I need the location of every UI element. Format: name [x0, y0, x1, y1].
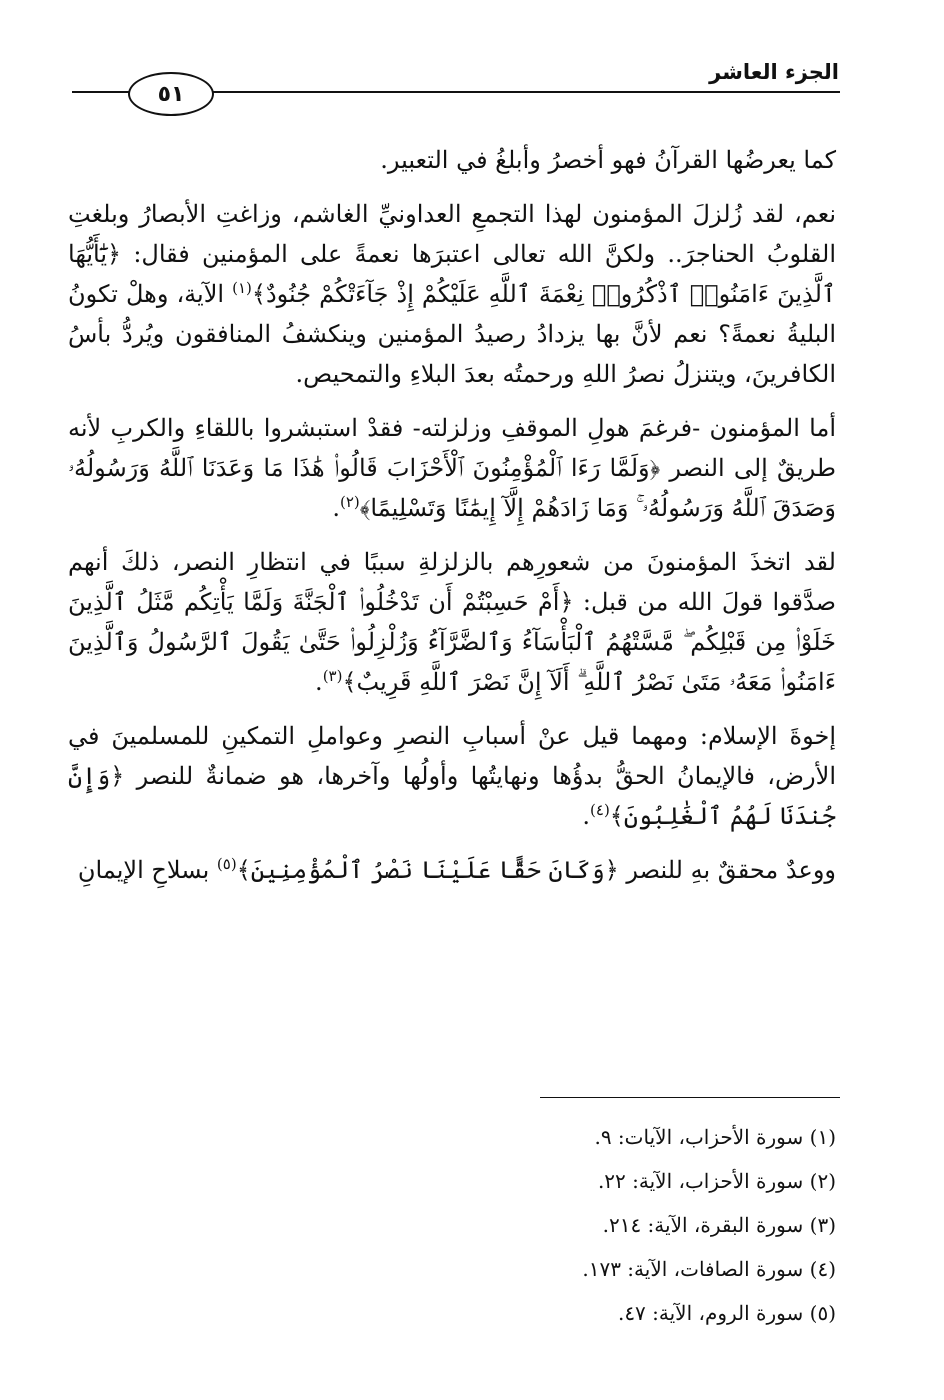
text: إخوةَ الإسلام: ومهما قيل عنْ أسبابِ النصرِ وعواملِ التمكينِ للمسلمينَ في الأرض، فالإيمانُ الحقُّ بدؤُها ونهايتُها وأولُها وآخرها، هو ضمانةٌ للنصر [68, 722, 836, 790]
footnote-ref: (٥) [216, 855, 237, 873]
footnote-5: (٥) سورة الروم، الآية: ٤٧. [617, 1301, 836, 1325]
quran-verse: ﴿أَمْ حَسِبْتُمْ أَن تَدْخُلُوا۟ ٱلْجَنَّةَ وَلَمَّا يَأْتِكُم مَّثَلُ ٱلَّذِينَ خَلَوْا۟ مِن قَبْلِكُم ۖ مَّسَّتْهُمُ ٱلْبَأْسَآءُ وَٱلضَّرَّآءُ وَزُلْزِلُوا۟ حَتَّىٰ يَقُولَ ٱلرَّسُولُ وَٱلَّذِينَ ءَامَنُوا۟ مَعَهُۥ مَتَىٰ نَصْرُ ٱللَّهِ ۗ أَلَآ إِنَّ نَصْرَ ٱللَّهِ قَرِيبٌ﴾ [68, 588, 836, 696]
text: لقد اتخذَ المؤمنونَ من شعورِهم بالزلزلةِ سببًا في انتظارِ النصر، ذلكَ أنهم صدَّقوا قولَ الله من قبل: [68, 548, 836, 616]
footnote-ref: (١) [232, 279, 252, 297]
paragraph-5 [68, 716, 836, 836]
paragraph-6 [68, 850, 836, 890]
quran-verse: ﴿وَلَمَّا رَءَا ٱلْمُؤْمِنُونَ ٱلْأَحْزَابَ قَالُوا۟ هَٰذَا مَا وَعَدَنَا ٱللَّهُ وَرَسُولُهُۥ وَصَدَقَ ٱللَّهُ وَرَسُولُهُۥ ۚ وَمَا زَادَهُمْ إِلَّآ إِيمَٰنًا وَتَسْلِيمًا﴾ [68, 454, 836, 522]
footnote-ref: (٣) [322, 667, 343, 685]
paragraph-2 [68, 194, 836, 394]
quran-verse: ﴿وَإِنَّ جُندَنَا لَهُمُ ٱلْغَٰلِبُونَ﴾ [68, 762, 836, 830]
footnote-rule [540, 1097, 840, 1098]
quran-verse: ﴿يَٰٓأَيُّهَا ٱلَّذِينَ ءَامَنُوا۟ ٱذْكُرُوا۟ نِعْمَةَ ٱللَّهِ عَلَيْكُمْ إِذْ جَآءَتْكُمْ جُنُودٌ﴾ [68, 240, 836, 308]
text: . [332, 494, 340, 522]
running-title: الجزء العاشر [709, 60, 839, 84]
footnotes [436, 1115, 836, 1335]
footnote-1: (١) سورة الأحزاب، الآيات: ٩. [594, 1125, 836, 1149]
footnote-ref: (٢) [339, 493, 360, 511]
text: أما المؤمنون -فرغمَ هولِ الموقفِ وزلزلته- فقدْ استبشروا باللقاءِ والكربِ لأنه طريقٌ إلى النصر [68, 414, 836, 482]
text: . [315, 668, 323, 696]
text: الآية، وهلْ تكونُ البليةُ نعمةً؟ نعم لأنَّ بها يزدادُ رصيدُ المؤمنين وينكشفُ المنافقون ويُردُّ بأسُ الكافرينَ، ويتنزلُ نصرُ اللهِ ورحمتُه بعدَ البلاءِ والتمحيص. [68, 280, 836, 388]
main-text [68, 140, 836, 904]
text: . [582, 802, 591, 830]
quran-verse: ﴿وَكَانَ حَقًّا عَلَيْنَا نَصْرُ ٱلْمُؤْمِنِينَ﴾ [236, 856, 619, 884]
text: كما يعرضُها القرآنُ فهو أخصرُ وأبلغُ في التعبير. [380, 146, 836, 174]
paragraph-3 [68, 408, 836, 528]
text: بسلاحِ الإيمانِ [77, 856, 217, 884]
paragraph-4 [68, 542, 836, 702]
page-number: ٥١ [128, 72, 214, 116]
paragraph-1 [68, 140, 836, 180]
footnote-ref: (٤) [590, 801, 610, 819]
footnote-3: (٣) سورة البقرة، الآية: ٢١٤. [602, 1213, 836, 1237]
text: نعم، لقد زُلزلَ المؤمنون لهذا التجمعِ العداونيِّ الغاشم، وزاغتِ الأبصارُ وبلغتِ القلوبُ الحناجرَ.. ولكنَّ الله تعالى اعتبرَها نعمةً على المؤمنين فقال: [68, 200, 836, 268]
footnote-4: (٤) سورة الصافات، الآية: ١٧٣. [582, 1257, 836, 1281]
text: ووعدٌ محققٌ بهِ للنصر [618, 856, 836, 884]
footnote-2: (٢) سورة الأحزاب، الآية: ٢٢. [597, 1169, 836, 1193]
